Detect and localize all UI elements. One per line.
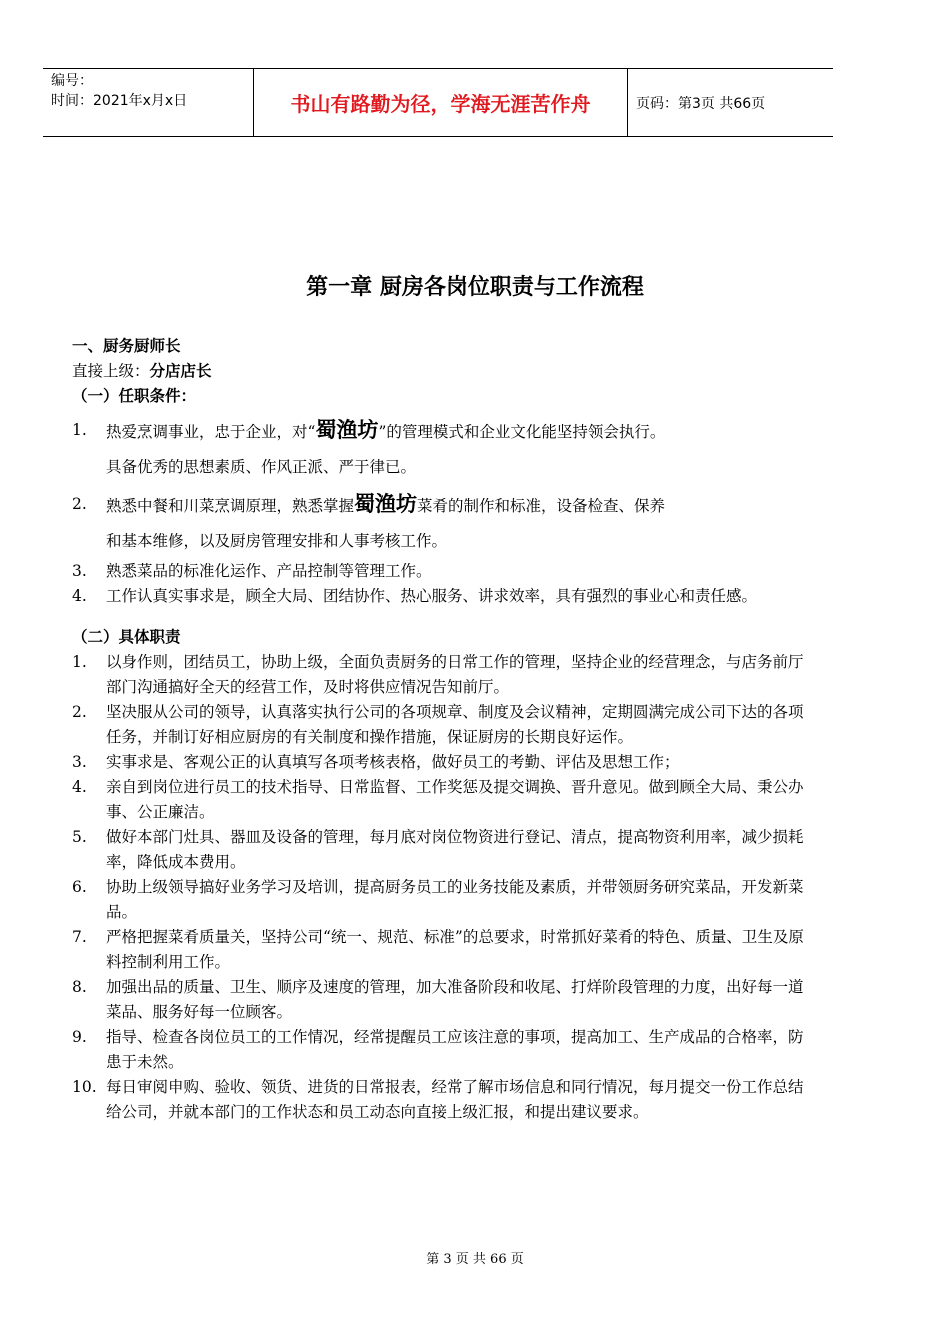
direct-superior-label: 直接上级：: [72, 362, 150, 380]
item-text: 每日审阅申购、验收、领货、进货的日常报表，经常了解市场信息和同行情况，每月提交一份工作总结给公司，并就本部门的工作状态和员工动态向直接上级汇报，和提出建议要求。: [106, 1078, 804, 1121]
item-text-part: 菜肴的制作和标准，设备检查、保养: [417, 497, 666, 515]
item-text: 做好本部门灶具、器皿及设备的管理，每月底对岗位物资进行登记、清点，提高物资利用率，减少损耗率，降低成本费用。: [106, 828, 804, 871]
item-number: 4.: [72, 778, 87, 796]
header-page-number: 页码：第3页 共66页: [636, 95, 766, 112]
direct-superior: [72, 359, 812, 384]
document-body: [72, 334, 812, 1125]
item-number: 3.: [72, 562, 87, 580]
item-number: 2.: [72, 495, 87, 513]
brand-name: 蜀渔坊: [354, 492, 418, 516]
item-text-part: 热爱烹调事业，忠于企业，对“: [106, 423, 316, 441]
duty-item: [72, 975, 812, 1025]
item-number: 2.: [72, 703, 87, 721]
duty-item: [72, 650, 812, 700]
document-date: 时间：2021年x月x日: [51, 93, 188, 109]
item-number: 7.: [72, 928, 87, 946]
item-text-part: 熟悉中餐和川菜烹调原理，熟悉掌握: [106, 497, 355, 515]
page-header: [43, 68, 833, 137]
qualification-item: [72, 584, 812, 609]
item-text: 协助上级领导搞好业务学习及培训，提高厨务员工的业务技能及素质，并带领厨务研究菜品，开发新菜品。: [106, 878, 804, 921]
direct-superior-value: 分店店长: [149, 362, 212, 380]
item-number: 9.: [72, 1028, 87, 1046]
qualification-item: [72, 487, 812, 559]
item-text: [106, 413, 812, 485]
chapter-title: 第一章 厨房各岗位职责与工作流程: [306, 275, 644, 300]
qualification-item: [72, 559, 812, 584]
duty-item: [72, 775, 812, 825]
header-meta: [43, 69, 254, 136]
item-text-part: ”的管理模式和企业文化能坚持领会执行。: [378, 423, 666, 441]
item-number: 1.: [72, 653, 87, 671]
item-text-part: 和基本维修，以及厨房管理安排和人事考核工作。: [106, 532, 448, 550]
item-number: 8.: [72, 978, 87, 996]
duty-item: [72, 1025, 812, 1075]
brand-name: 蜀渔坊: [315, 418, 379, 442]
item-number: 6.: [72, 878, 87, 896]
page-footer: 第 3 页 共 66 页: [426, 1252, 524, 1267]
item-number: 3.: [72, 753, 87, 771]
item-text: 实事求是、客观公正的认真填写各项考核表格，做好员工的考勤、评估及思想工作；: [106, 753, 680, 771]
item-text: 以身作则，团结员工，协助上级，全面负责厨务的日常工作的管理，坚持企业的经营理念，与店务前厅部门沟通搞好全天的经营工作，及时将供应情况告知前厅。: [106, 653, 804, 696]
item-number: 4.: [72, 587, 87, 605]
duty-item: [72, 875, 812, 925]
item-text: 坚决服从公司的领导，认真落实执行公司的各项规章、制度及会议精神，定期圆满完成公司下达的各项任务，并制订好相应厨房的有关制度和操作措施，保证厨房的长期良好运作。: [106, 703, 804, 746]
item-text: 指导、检查各岗位员工的工作情况，经常提醒员工应该注意的事项，提高加工、生产成品的合格率，防患于未然。: [106, 1028, 804, 1071]
header-motto: 书山有路勤为径，学海无涯苦作舟: [254, 69, 628, 136]
duty-item: [72, 700, 812, 750]
duty-item: [72, 825, 812, 875]
item-number: 1.: [72, 421, 87, 439]
section-heading: 一、厨务厨师长: [72, 337, 181, 355]
document-number-label: 编号：: [51, 73, 93, 89]
duties-list: [72, 650, 812, 1125]
qualification-item: [72, 413, 812, 485]
item-text-part: 具备优秀的思想素质、作风正派、严于律已。: [106, 458, 417, 476]
duty-item: [72, 1075, 812, 1125]
item-number: 10.: [72, 1078, 97, 1096]
item-text: [106, 487, 812, 559]
item-text: 熟悉菜品的标准化运作、产品控制等管理工作。: [106, 562, 432, 580]
duty-item: [72, 925, 812, 975]
item-text: 加强出品的质量、卫生、顺序及速度的管理，加大准备阶段和收尾、打烊阶段管理的力度，出好每一道菜品、服务好每一位顾客。: [106, 978, 804, 1021]
item-number: 5.: [72, 828, 87, 846]
duty-item: [72, 750, 812, 775]
item-text: 亲自到岗位进行员工的技术指导、日常监督、工作奖惩及提交调换、晋升意见。做到顾全大局、秉公办事、公正廉洁。: [106, 778, 804, 821]
item-text: 严格把握菜肴质量关，坚持公司“统一、规范、标准”的总要求，时常抓好菜肴的特色、质量、卫生及原料控制利用工作。: [106, 928, 804, 971]
duties-heading: （二）具体职责: [72, 628, 181, 646]
qualifications-heading: （一）任职条件：: [72, 387, 197, 405]
item-text: 工作认真实事求是，顾全大局、团结协作、热心服务、讲求效率，具有强烈的事业心和责任感。: [106, 587, 758, 605]
